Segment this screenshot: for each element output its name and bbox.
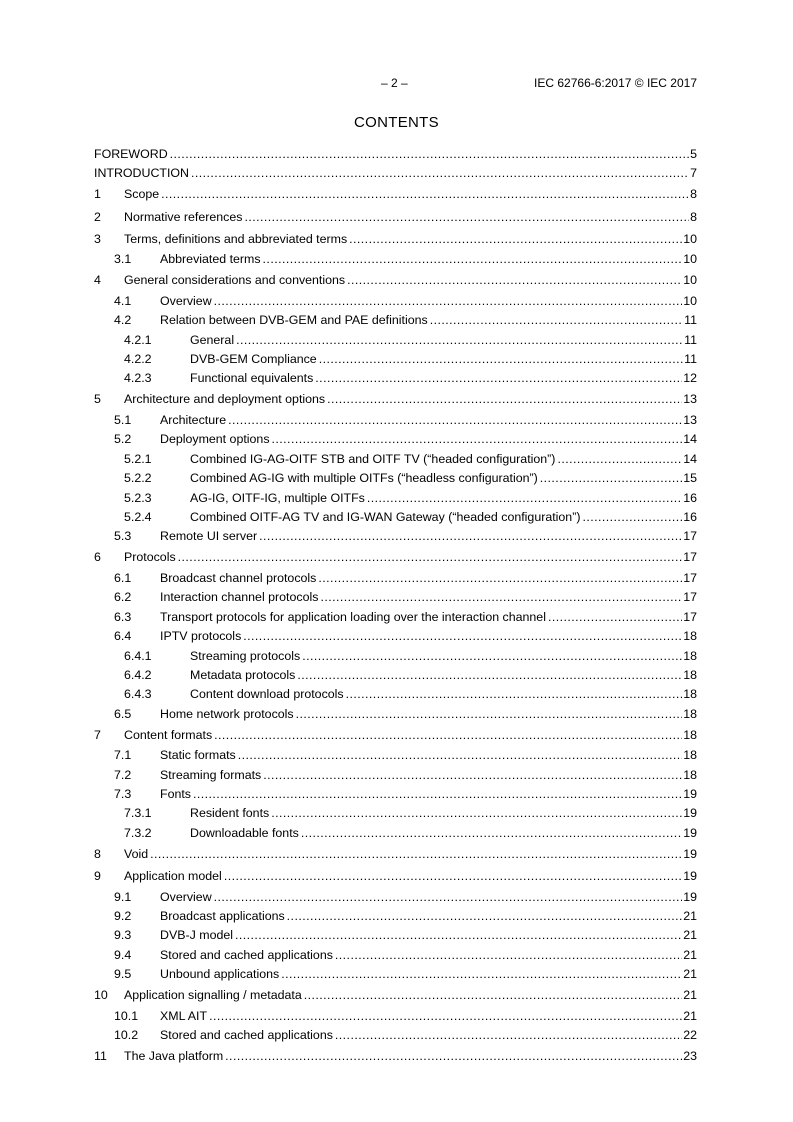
- toc-entry-page[interactable]: 13: [682, 389, 697, 411]
- dot-leader: [281, 965, 682, 984]
- toc-entry-page[interactable]: 16: [682, 508, 697, 527]
- toc-entry[interactable]: [94, 804, 697, 823]
- page-number: – 2 –: [381, 76, 408, 90]
- toc-entry-title[interactable]: Overview: [160, 292, 214, 311]
- dot-leader: [430, 311, 683, 330]
- toc-entry[interactable]: [94, 724, 697, 746]
- toc-entry-title[interactable]: XML AIT: [160, 1007, 209, 1026]
- dot-leader: [235, 926, 682, 945]
- toc-entry-title[interactable]: Application model: [124, 866, 224, 888]
- toc-entry-number: 7: [94, 727, 101, 742]
- toc-entry-page[interactable]: 11: [683, 350, 697, 369]
- toc-entry-number: 9: [94, 869, 101, 884]
- toc-entry-number: 6.1: [114, 570, 132, 585]
- toc-entry-page[interactable]: 10: [682, 250, 697, 269]
- toc-entry-page[interactable]: 10: [682, 292, 697, 311]
- dot-leader: [335, 1026, 682, 1045]
- toc-entry[interactable]: [94, 206, 697, 228]
- toc-entry[interactable]: [94, 843, 697, 865]
- toc-entry[interactable]: [94, 666, 697, 685]
- toc-entry-title[interactable]: Combined OITF-AG TV and IG-WAN Gateway (“headed configuration”): [190, 508, 582, 527]
- toc-entry-number: 4.2: [114, 313, 132, 328]
- toc-entry-page[interactable]: 19: [682, 785, 697, 804]
- toc-entry[interactable]: [94, 527, 697, 546]
- toc-entry-number: 3.1: [114, 252, 132, 267]
- toc-entry[interactable]: [94, 547, 697, 569]
- toc-entry-number: 10.1: [114, 1008, 139, 1023]
- dot-leader: [259, 527, 682, 546]
- toc-entry[interactable]: [94, 1026, 697, 1045]
- toc-entry[interactable]: [94, 865, 697, 887]
- dot-leader: [548, 608, 682, 627]
- table-of-contents: [94, 145, 697, 1068]
- toc-entry[interactable]: [94, 647, 697, 666]
- toc-entry-number: 9.5: [114, 967, 132, 982]
- toc-entry-number: 9.3: [114, 928, 132, 943]
- dot-leader: [228, 411, 682, 430]
- toc-entry-number: 4.2.2: [124, 352, 152, 367]
- toc-entry-title[interactable]: Content formats: [124, 725, 214, 747]
- toc-entry-page[interactable]: 19: [682, 866, 697, 888]
- toc-entry-page[interactable]: 18: [682, 647, 697, 666]
- dot-leader: [296, 705, 683, 724]
- toc-entry-title[interactable]: Remote UI server: [160, 527, 259, 546]
- dot-leader: [178, 547, 683, 569]
- toc-entry-number: 2: [94, 209, 101, 224]
- toc-entry-title[interactable]: Downloadable fonts: [190, 824, 301, 843]
- dot-leader: [193, 785, 682, 804]
- toc-entry-number: 4.2.1: [124, 332, 152, 347]
- toc-entry[interactable]: [94, 164, 697, 183]
- dot-leader: [315, 369, 682, 388]
- toc-entry[interactable]: [94, 250, 697, 269]
- toc-entry-title[interactable]: General considerations and conventions: [124, 270, 347, 292]
- toc-entry-page[interactable]: 7: [689, 164, 697, 183]
- toc-entry-title[interactable]: DVB-GEM Compliance: [190, 350, 319, 369]
- toc-entry[interactable]: [94, 785, 697, 804]
- toc-entry-page[interactable]: 16: [682, 489, 697, 508]
- toc-entry-number: 4.1: [114, 293, 132, 308]
- toc-entry-number: 4: [94, 273, 101, 288]
- toc-entry-title[interactable]: Broadcast channel protocols: [160, 569, 318, 588]
- dot-leader: [244, 207, 689, 229]
- dot-leader: [304, 985, 682, 1007]
- toc-entry-title[interactable]: Combined IG-AG-OITF STB and OITF TV (“headed configuration”): [190, 450, 557, 469]
- toc-entry-title[interactable]: General: [190, 331, 236, 350]
- toc-entry[interactable]: [94, 469, 697, 488]
- dot-leader: [263, 250, 683, 269]
- toc-entry-page[interactable]: 17: [682, 547, 697, 569]
- toc-entry-number: 6.2: [114, 590, 132, 605]
- toc-entry[interactable]: [94, 907, 697, 926]
- toc-entry-title[interactable]: Broadcast applications: [160, 907, 287, 926]
- dot-leader: [161, 184, 689, 206]
- toc-entry-number: 4.2.3: [124, 371, 152, 386]
- toc-entry[interactable]: [94, 985, 697, 1007]
- toc-entry[interactable]: [94, 450, 697, 469]
- toc-entry-number: 6.5: [114, 706, 132, 721]
- toc-entry-title[interactable]: Home network protocols: [160, 705, 296, 724]
- toc-entry-title[interactable]: Abbreviated terms: [160, 250, 263, 269]
- toc-entry-title[interactable]: AG-IG, OITF-IG, multiple OITFs: [190, 489, 367, 508]
- toc-entry-number: 7.3.1: [124, 806, 152, 821]
- toc-entry[interactable]: [94, 705, 697, 724]
- toc-entry-page[interactable]: 5: [689, 145, 697, 164]
- toc-entry-title[interactable]: Interaction channel protocols: [160, 588, 320, 607]
- toc-entry-page[interactable]: 18: [682, 705, 697, 724]
- toc-entry-page[interactable]: 8: [689, 184, 697, 206]
- toc-entry-number: 7.1: [114, 748, 132, 763]
- toc-entry-page[interactable]: 14: [682, 430, 697, 449]
- toc-entry-page[interactable]: 21: [682, 926, 697, 945]
- toc-entry[interactable]: [94, 965, 697, 984]
- toc-entry-title[interactable]: Streaming protocols: [190, 647, 302, 666]
- toc-entry-page[interactable]: 23: [682, 1046, 697, 1068]
- dot-leader: [191, 164, 689, 183]
- toc-entry[interactable]: [94, 331, 697, 350]
- toc-entry-page[interactable]: 21: [682, 965, 697, 984]
- dot-leader: [225, 1046, 682, 1068]
- toc-entry-number: 5: [94, 392, 101, 407]
- toc-entry-title[interactable]: Combined AG-IG with multiple OITFs (“headless configuration”): [190, 469, 540, 488]
- dot-leader: [214, 725, 682, 747]
- toc-entry-number: 7.2: [114, 767, 132, 782]
- toc-entry[interactable]: [94, 508, 697, 527]
- toc-entry-number: 10.2: [114, 1028, 139, 1043]
- dot-leader: [302, 647, 682, 666]
- toc-entry-title[interactable]: IPTV protocols: [160, 627, 243, 646]
- dot-leader: [214, 888, 683, 907]
- toc-entry[interactable]: [94, 292, 697, 311]
- toc-entry-number: 6.3: [114, 609, 132, 624]
- toc-entry-page[interactable]: 21: [682, 985, 697, 1007]
- toc-entry-number: 5.3: [114, 529, 132, 544]
- toc-entry-page[interactable]: 17: [682, 588, 697, 607]
- toc-entry-title[interactable]: Protocols: [124, 547, 178, 569]
- toc-entry-page[interactable]: 18: [682, 666, 697, 685]
- toc-entry[interactable]: [94, 430, 697, 449]
- toc-entry-page[interactable]: 18: [682, 766, 697, 785]
- toc-entry[interactable]: [94, 588, 697, 607]
- toc-entry-title[interactable]: Deployment options: [160, 430, 272, 449]
- toc-entry-page[interactable]: 17: [682, 608, 697, 627]
- toc-entry-title[interactable]: Functional equivalents: [190, 369, 315, 388]
- toc-entry[interactable]: [94, 569, 697, 588]
- toc-entry-title[interactable]: Overview: [160, 888, 214, 907]
- toc-entry-page[interactable]: 21: [682, 1007, 697, 1026]
- dot-leader: [238, 746, 682, 765]
- toc-entry[interactable]: [94, 1007, 697, 1026]
- dot-leader: [150, 844, 682, 866]
- toc-entry-number: 9.1: [114, 889, 132, 904]
- toc-entry-title[interactable]: Content download protocols: [190, 685, 346, 704]
- dot-leader: [540, 469, 682, 488]
- toc-entry-number: 11: [94, 1049, 107, 1064]
- toc-entry-page[interactable]: 17: [682, 527, 697, 546]
- toc-entry-page[interactable]: 19: [682, 824, 697, 843]
- dot-leader: [214, 292, 683, 311]
- toc-entry-title[interactable]: Normative references: [124, 207, 244, 229]
- dot-leader: [557, 450, 682, 469]
- toc-entry[interactable]: [94, 369, 697, 388]
- toc-entry[interactable]: [94, 389, 697, 411]
- toc-entry[interactable]: [94, 608, 697, 627]
- dot-leader: [170, 145, 689, 164]
- toc-entry-page[interactable]: 13: [682, 411, 697, 430]
- toc-entry-title[interactable]: Transport protocols for application loading over the interaction channel: [160, 608, 548, 627]
- dot-leader: [271, 804, 682, 823]
- toc-entry-number: 9.2: [114, 909, 132, 924]
- toc-entry-page[interactable]: 18: [682, 627, 697, 646]
- dot-leader: [209, 1007, 682, 1026]
- toc-entry[interactable]: [94, 824, 697, 843]
- toc-entry-page[interactable]: 17: [682, 569, 697, 588]
- toc-entry[interactable]: [94, 627, 697, 646]
- dot-leader: [327, 389, 682, 411]
- toc-entry-page[interactable]: 12: [682, 369, 697, 388]
- toc-entry-number: 6.4.1: [124, 648, 152, 663]
- dot-leader: [318, 569, 682, 588]
- toc-entry[interactable]: [94, 489, 697, 508]
- toc-entry-title[interactable]: Resident fonts: [190, 804, 271, 823]
- toc-entry[interactable]: [94, 270, 697, 292]
- dot-leader: [367, 489, 682, 508]
- toc-entry-page[interactable]: 18: [682, 725, 697, 747]
- toc-entry-page[interactable]: 14: [682, 450, 697, 469]
- page-title: CONTENTS: [354, 114, 439, 131]
- toc-entry[interactable]: [94, 350, 697, 369]
- toc-entry[interactable]: [94, 311, 697, 330]
- dot-leader: [335, 946, 682, 965]
- dot-leader: [243, 627, 682, 646]
- dot-leader: [346, 685, 683, 704]
- toc-entry-title[interactable]: Stored and cached applications: [160, 946, 335, 965]
- toc-entry-title[interactable]: Static formats: [160, 746, 238, 765]
- dot-leader: [582, 508, 682, 527]
- toc-entry-title[interactable]: Streaming formats: [160, 766, 263, 785]
- toc-entry-number: 6: [94, 550, 101, 565]
- toc-entry-page[interactable]: 19: [682, 844, 697, 866]
- toc-entry-page[interactable]: 11: [683, 311, 697, 330]
- toc-entry-page[interactable]: 19: [682, 888, 697, 907]
- toc-entry[interactable]: [94, 1046, 697, 1068]
- toc-entry[interactable]: [94, 766, 697, 785]
- dot-leader: [319, 350, 683, 369]
- dot-leader: [297, 666, 682, 685]
- toc-entry-title[interactable]: DVB-J model: [160, 926, 235, 945]
- toc-entry-title[interactable]: Fonts: [160, 785, 193, 804]
- dot-leader: [236, 331, 683, 350]
- toc-entry-number: 5.2.1: [124, 451, 152, 466]
- toc-entry-page[interactable]: 21: [682, 946, 697, 965]
- toc-entry[interactable]: [94, 145, 697, 164]
- toc-entry-number: 5.2: [114, 432, 132, 447]
- toc-entry-page[interactable]: 21: [682, 907, 697, 926]
- toc-entry-title[interactable]: Application signalling / metadata: [124, 985, 304, 1007]
- toc-entry-number: 8: [94, 846, 101, 861]
- toc-entry-title[interactable]: Architecture: [160, 411, 228, 430]
- dot-leader: [287, 907, 683, 926]
- toc-entry[interactable]: [94, 184, 697, 206]
- dot-leader: [320, 588, 682, 607]
- toc-entry-page[interactable]: 10: [682, 229, 697, 251]
- toc-entry-title[interactable]: Terms, definitions and abbreviated terms: [124, 229, 349, 251]
- toc-entry-number: 5.2.2: [124, 471, 152, 486]
- toc-entry[interactable]: [94, 685, 697, 704]
- dot-leader: [347, 270, 682, 292]
- toc-entry-number: 5.1: [114, 413, 132, 428]
- toc-entry-number: 6.4.3: [124, 687, 152, 702]
- standard-reference: IEC 62766-6:2017 © IEC 2017: [534, 76, 697, 90]
- toc-entry-number: 6.4.2: [124, 667, 152, 682]
- toc-entry-page[interactable]: 8: [689, 207, 697, 229]
- toc-entry-page[interactable]: 15: [682, 469, 697, 488]
- toc-entry-number: 3: [94, 231, 101, 246]
- toc-entry-number: 5.2.3: [124, 490, 152, 505]
- toc-entry-title[interactable]: Relation between DVB-GEM and PAE definitions: [160, 311, 430, 330]
- dot-leader: [272, 430, 683, 449]
- toc-entry-title[interactable]: INTRODUCTION: [94, 164, 191, 183]
- dot-leader: [263, 766, 682, 785]
- toc-entry-page[interactable]: 19: [682, 804, 697, 823]
- toc-entry-number: 10: [94, 988, 108, 1003]
- toc-entry-title[interactable]: Architecture and deployment options: [124, 389, 327, 411]
- toc-entry[interactable]: [94, 946, 697, 965]
- toc-entry[interactable]: [94, 746, 697, 765]
- toc-entry-title[interactable]: Stored and cached applications: [160, 1026, 335, 1045]
- toc-entry-number: 7.3: [114, 787, 132, 802]
- toc-entry-page[interactable]: 18: [682, 685, 697, 704]
- toc-entry-title[interactable]: Unbound applications: [160, 965, 281, 984]
- toc-entry-number: 9.4: [114, 947, 132, 962]
- toc-entry-title[interactable]: Void: [124, 844, 150, 866]
- toc-entry-title[interactable]: Scope: [124, 184, 161, 206]
- dot-leader: [301, 824, 682, 843]
- toc-entry[interactable]: [94, 411, 697, 430]
- toc-entry-title[interactable]: The Java platform: [124, 1046, 225, 1068]
- toc-entry[interactable]: [94, 888, 697, 907]
- toc-entry-title[interactable]: Metadata protocols: [190, 666, 297, 685]
- toc-entry[interactable]: [94, 926, 697, 945]
- toc-entry-number: 5.2.4: [124, 510, 152, 525]
- dot-leader: [224, 866, 682, 888]
- toc-entry-page[interactable]: 10: [682, 270, 697, 292]
- toc-entry-title[interactable]: FOREWORD: [94, 145, 170, 164]
- toc-entry-page[interactable]: 18: [682, 746, 697, 765]
- toc-entry-page[interactable]: 11: [683, 331, 697, 350]
- toc-entry-number: 6.4: [114, 629, 132, 644]
- toc-entry-page[interactable]: 22: [682, 1026, 697, 1045]
- toc-entry-number: 7.3.2: [124, 825, 152, 840]
- toc-entry[interactable]: [94, 228, 697, 250]
- toc-entry-number: 1: [94, 187, 101, 202]
- dot-leader: [349, 229, 682, 251]
